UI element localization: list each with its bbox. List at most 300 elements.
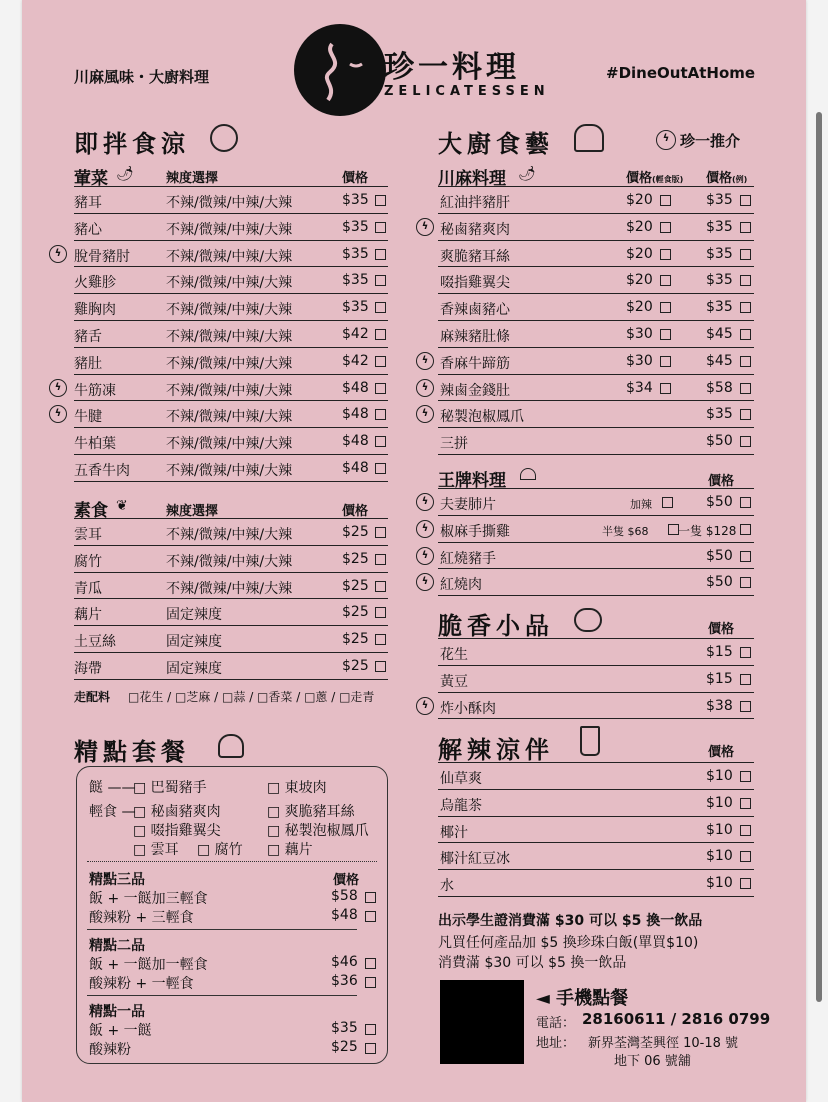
chili-icon: 🌶 [116,166,134,182]
checkbox[interactable] [375,607,386,618]
menu-row[interactable] [74,455,388,482]
col-reg-label: 價格 [706,171,733,186]
menu-row[interactable] [438,187,754,214]
divider [87,929,357,930]
item-name: 火雞胗 [74,275,116,292]
item-name: 三拼 [440,436,468,453]
divider [87,861,377,862]
col-small-label: 價格 [626,171,653,186]
item-name: 麻辣豬肚條 [440,328,510,345]
item-name: 紅燒肉 [440,577,482,594]
checkbox[interactable] [740,851,751,862]
checkbox[interactable] [375,302,386,313]
meat-col-spice: 辣度選擇 [166,171,219,186]
checkbox[interactable] [365,1043,376,1054]
snacks-title: 脆香小品 [438,612,554,640]
set-light-6[interactable]: □ 腐竹 [197,842,243,858]
checkbox[interactable] [365,911,376,922]
set-option: 飯 + 一餸加三輕食 [89,891,208,907]
leaf-icon: ❦ [116,498,128,514]
meat-list [54,186,388,482]
menu-row[interactable] [74,519,388,546]
drinks-title: 解辣涼伴 [438,736,554,764]
menu-row[interactable] [74,187,388,214]
divider [87,995,357,996]
menu-row[interactable] [74,214,388,241]
item-price: $10 [706,848,733,865]
logo-subtitle: ZELICATESSEN [384,84,550,99]
checkbox[interactable] [365,1024,376,1035]
item-price: $50 [706,547,733,564]
recommend-icon: ϟ [416,352,434,370]
item-price: $42 [342,325,369,342]
small-price: $30 [626,325,653,342]
item-name: 秘製泡椒鳳爪 [440,409,524,426]
spice-options[interactable]: 不辣/微辣/中辣/大辣 [166,195,293,211]
menu-row[interactable] [74,348,388,375]
menu-row[interactable] [438,843,754,870]
regular-price: $35 [706,299,733,316]
menu-row[interactable] [438,267,754,294]
scrollbar[interactable] [816,112,822,1002]
item-price: $50 [706,574,733,591]
checkbox[interactable] [740,577,751,588]
checkbox[interactable] [375,329,386,340]
item-name: 藕片 [74,607,102,624]
item-name: 牛腱 [74,409,102,426]
address-label: 地址： [536,1036,576,1051]
menu-row[interactable] [438,294,754,321]
item-name: 豬心 [74,221,102,238]
item-name: 椰汁 [440,824,468,841]
spice-options[interactable]: 不辣/微辣/中辣/大辣 [166,462,293,479]
recommend-icon: ϟ [656,130,676,150]
checkbox[interactable] [375,356,386,367]
item-price: $50 [706,494,733,510]
menu-row[interactable] [74,653,388,680]
menu-row[interactable] [74,294,388,321]
checkbox[interactable] [375,222,386,233]
snacks-col-price: 價格 [708,622,735,637]
checkbox[interactable] [740,302,751,313]
item-price: $25 [342,550,369,567]
item-name: 牛筋凍 [74,382,116,399]
menu-page [22,0,806,1102]
checkbox[interactable] [740,409,751,420]
item-name: 香辣鹵豬心 [440,302,510,319]
drinks-list [438,762,754,897]
item-name: 腐竹 [74,553,102,570]
checkbox[interactable] [375,195,386,206]
spice-options[interactable]: 固定辣度 [166,660,222,677]
item-name: 水 [440,878,454,895]
col-reg-note: (例) [732,175,748,184]
item-name: 五香牛肉 [74,462,130,479]
menu-row[interactable] [438,790,754,817]
separator: / [245,690,258,704]
item-name: 秘鹵豬爽肉 [440,221,510,238]
item-name: 紅燒豬手 [440,550,496,567]
checkbox[interactable] [740,497,751,508]
sichuan-title: 川麻料理 [438,169,506,189]
spice-options[interactable]: 不辣/微辣/中辣/大辣 [166,221,293,238]
checkbox[interactable] [740,551,751,562]
cold-dishes-title: 即拌食涼 [74,130,190,158]
item-name: 紅油拌豬肝 [440,195,510,211]
item-price: $48 [342,406,369,423]
checkbox[interactable] [365,958,376,969]
item-name: 夫妻肺片 [440,497,496,513]
menu-row[interactable] [54,241,388,268]
menu-row[interactable] [74,321,388,348]
checkbox[interactable] [365,977,376,988]
recommend-label: 珍一推介 [680,132,741,150]
item-name: 香麻牛蹄筋 [440,355,510,372]
signature-col-price: 價格 [708,474,735,489]
menu-row[interactable] [438,428,754,455]
recommend-icon: ϟ [416,547,434,565]
checkbox[interactable] [375,527,386,538]
checkbox[interactable] [375,249,386,260]
item-option: 加辣 [630,498,652,511]
menu-row[interactable] [421,214,754,241]
item-name: 海帶 [74,660,102,677]
menu-row[interactable] [438,241,754,268]
checkbox[interactable] [365,892,376,903]
item-option: 半隻 $68 [602,524,649,538]
checkbox[interactable] [660,249,671,260]
set-light-1[interactable]: □ 秘鹵豬爽肉 [133,804,221,820]
recommend-icon: ϟ [416,379,434,397]
item-name: 啜指雞翼尖 [440,275,510,292]
signature-list [421,488,754,596]
menu-row[interactable] [438,763,754,790]
item-name: 青瓜 [74,580,102,597]
main-label: 餸 —— [89,780,136,796]
menu-row[interactable] [74,599,388,626]
item-price: 一隻 $128 [678,523,737,538]
menu-row[interactable] [54,375,388,402]
regular-price: $35 [706,218,733,235]
item-price: $25 [342,604,369,621]
recommend-icon: ϟ [416,573,434,591]
checkbox[interactable] [740,771,751,782]
regular-price: $35 [706,272,733,289]
checkbox[interactable] [740,222,751,233]
menu-row[interactable] [438,666,754,693]
promo-3: 消費滿 $30 可以 $5 換一飲品 [438,955,627,971]
checkbox[interactable] [375,436,386,447]
logo-icon [294,24,386,116]
cloche-icon [520,468,536,480]
item-price: $10 [706,821,733,838]
chef-title: 大廚食藝 [438,130,554,158]
col-small-note: (輕食版) [652,175,684,184]
regular-price: $35 [706,245,733,262]
checkbox[interactable] [660,195,671,206]
item-name: 爽脆豬耳絲 [440,248,510,265]
set-price: $58 [331,888,358,904]
recommend-icon: ϟ [416,493,434,511]
item-name: 雲耳 [74,527,102,543]
menu-row[interactable] [438,817,754,844]
spice-options[interactable]: 不辣/微辣/中辣/大辣 [166,580,293,597]
item-name: 椒麻手撕雞 [440,523,510,540]
phone-number[interactable]: 28160611 / 2816 0799 [582,1010,771,1028]
item-price: $35 [342,245,369,262]
item-name: 脫骨豬肘 [74,248,130,265]
checkbox[interactable] [660,383,671,394]
checkbox[interactable] [375,409,386,420]
snacks-list [421,638,754,719]
set-option: 酸辣粉 + 三輕食 [89,910,194,926]
menu-row[interactable] [421,401,754,428]
separator: / [327,690,340,704]
checkbox[interactable] [375,661,386,672]
condiment-option[interactable]: □蔥 [304,690,328,704]
item-name: 烏龍茶 [440,797,482,814]
checkbox[interactable] [740,878,751,889]
set-price: $48 [331,907,358,923]
checkbox[interactable] [740,524,751,535]
checkbox[interactable] [375,383,386,394]
item-name: 仙草爽 [440,771,482,787]
item-price: $48 [342,433,369,450]
set-light-2[interactable]: □ 爽脆豬耳絲 [267,804,355,820]
veg-section-title: 素食 [74,501,108,521]
condiment-option[interactable]: □香菜 [257,690,293,704]
sichuan-list [421,186,754,455]
checkbox[interactable] [375,581,386,592]
set-option: 飯 + 一餸加一輕食 [89,957,208,973]
set-price: $46 [331,954,358,970]
item-name: 椰汁紅豆冰 [440,851,510,868]
condiment-option[interactable]: □蒜 [222,690,246,704]
item-price: $25 [342,657,369,674]
set-option: 飯 + 一餸 [89,1023,152,1039]
spice-options[interactable]: 不辣/微辣/中辣/大辣 [166,302,293,319]
menu-row[interactable] [421,569,754,596]
set-group-title: 精點一品 [89,1004,145,1020]
spice-options[interactable]: 固定辣度 [166,634,222,651]
checkbox[interactable] [740,825,751,836]
drinks-col-price: 價格 [708,745,735,760]
regular-price: $45 [706,325,733,342]
peanut-icon [574,608,602,632]
hashtag: #DineOutAtHome [606,64,756,82]
meat-section-title: 葷菜 [74,169,108,189]
checkbox[interactable] [740,249,751,260]
checkbox[interactable] [740,647,751,658]
set-price: $25 [331,1039,358,1055]
item-name: 黃豆 [440,673,468,690]
item-name: 花生 [440,647,468,663]
sets-col-price: 價格 [333,873,360,888]
menu-row[interactable] [421,543,754,570]
checkbox[interactable] [660,222,671,233]
small-price: $20 [626,272,653,289]
checkbox[interactable] [740,275,751,286]
spice-options[interactable]: 不辣/微辣/中辣/大辣 [166,527,293,543]
item-name: 豬耳 [74,195,102,211]
condiment-option[interactable]: □走青 [339,690,375,704]
checkbox[interactable] [662,497,673,508]
set-group-title: 精點二品 [89,938,145,954]
menu-row[interactable] [54,401,388,428]
checkbox[interactable] [660,275,671,286]
regular-price: $45 [706,352,733,369]
checkbox[interactable] [375,463,386,474]
checkbox[interactable] [660,356,671,367]
item-price: $10 [706,794,733,811]
condiment-option[interactable]: □花生 [128,690,164,704]
recommend-icon: ϟ [416,697,434,715]
set-light-5[interactable]: □ 雲耳 [133,842,179,858]
recommend-icon: ϟ [416,520,434,538]
set-price: $35 [331,1020,358,1036]
set-option: 酸辣粉 [89,1042,131,1058]
item-name: 牛柏葉 [74,436,116,453]
regular-price: $50 [706,433,733,450]
address-line-1: 新界荃灣荃興徑 10-18 號 [588,1036,739,1051]
item-price: $35 [342,192,369,208]
checkbox[interactable] [660,329,671,340]
drink-cup-icon [580,726,600,756]
sichuan-col-reg [706,167,747,186]
small-price: $30 [626,352,653,369]
spice-options[interactable]: 不辣/微辣/中辣/大辣 [166,409,293,426]
separator: / [292,690,305,704]
menu-row[interactable] [421,489,754,516]
spice-options[interactable]: 不辣/微辣/中辣/大辣 [166,436,293,453]
item-price: $25 [342,577,369,594]
sets-box [76,766,388,1064]
item-name: 土豆絲 [74,634,116,651]
recommend-icon: ϟ [416,405,434,423]
menu-row[interactable] [421,693,754,720]
checkbox[interactable] [740,195,751,206]
rice-bowl-icon [218,734,244,758]
set-price: $36 [331,973,358,989]
recommend-icon: ϟ [49,405,67,423]
set-group-title: 精點三品 [89,872,145,888]
set-light-7[interactable]: □ 藕片 [267,842,313,858]
menu-row[interactable] [421,375,754,402]
item-price: $10 [706,875,733,892]
checkbox[interactable] [375,554,386,565]
chef-hat-icon [574,124,604,152]
checkbox[interactable] [740,356,751,367]
item-price: $42 [342,352,369,369]
condiments-label: 走配料 [74,690,111,704]
menu-row[interactable] [74,573,388,600]
checkbox[interactable] [740,674,751,685]
menu-row[interactable] [74,267,388,294]
recommend-icon: ϟ [49,245,67,263]
menu-row[interactable] [421,348,754,375]
set-main-2[interactable]: □ 東坡肉 [267,780,327,796]
set-light-4[interactable]: □ 秘製泡椒鳳爪 [267,823,369,839]
bowl-icon [210,124,238,152]
menu-row[interactable] [438,639,754,666]
set-option: 酸辣粉 + 一輕食 [89,976,194,992]
item-price: $48 [342,379,369,396]
spice-options[interactable]: 不辣/微辣/中辣/大辣 [166,328,293,345]
regular-price: $35 [706,192,733,208]
item-price: $35 [342,218,369,235]
mobile-order-label[interactable]: ◄ 手機點餐 [536,988,629,1009]
checkbox[interactable] [740,436,751,447]
menu-row[interactable] [438,321,754,348]
spice-options[interactable]: 不辣/微辣/中辣/大辣 [166,553,293,570]
item-name: 炸小酥肉 [440,700,496,717]
small-price: $20 [626,299,653,316]
checkbox[interactable] [740,329,751,340]
item-price: $35 [342,299,369,316]
header-tagline: 川麻風味・大廚料理 [74,68,210,86]
spice-options[interactable]: 不辣/微辣/中辣/大辣 [166,382,293,399]
spice-options[interactable]: 不辣/微辣/中辣/大辣 [166,248,293,265]
item-name: 豬肚 [74,355,102,372]
item-price: $48 [342,459,369,476]
veg-list [74,518,388,680]
item-name: 雞胸肉 [74,302,116,319]
signature-title: 王牌料理 [438,471,506,491]
menu-row[interactable] [421,516,754,543]
meat-col-price: 價格 [342,171,369,186]
item-price: $38 [706,697,733,714]
separator: / [210,690,223,704]
menu-row[interactable] [438,870,754,897]
spice-options[interactable]: 不辣/微辣/中辣/大辣 [166,355,293,372]
checkbox[interactable] [375,634,386,645]
address-line-2: 地下 06 號舖 [614,1054,691,1069]
menu-row[interactable] [74,546,388,573]
condiment-option[interactable]: □芝麻 [175,690,211,704]
item-price: $25 [342,631,369,648]
checkbox[interactable] [375,275,386,286]
chili-icon: 🌶 [518,166,536,182]
recommend-icon: ϟ [49,379,67,397]
checkbox[interactable] [740,701,751,712]
recommend-icon: ϟ [416,218,434,236]
item-name: 豬舌 [74,328,102,345]
item-price: $15 [706,670,733,687]
logo-title: 珍一料理 [384,50,520,85]
small-price: $20 [626,245,653,262]
promo-2: 凡買任何產品加 $5 換珍珠白飯(單買$10) [438,935,699,951]
checkbox[interactable] [660,302,671,313]
set-main-1[interactable]: □ 巴蜀豬手 [133,780,207,796]
small-price: $20 [626,218,653,235]
sichuan-col-small [626,167,683,186]
checkbox[interactable] [740,798,751,809]
spice-options[interactable]: 固定辣度 [166,607,222,624]
spice-options[interactable]: 不辣/微辣/中辣/大辣 [166,275,293,292]
regular-price: $35 [706,406,733,423]
set-light-3[interactable]: □ 啜指雞翼尖 [133,823,221,839]
checkbox[interactable] [740,383,751,394]
item-price: $15 [706,644,733,660]
menu-row[interactable] [74,626,388,653]
item-price: $35 [342,272,369,289]
regular-price: $58 [706,379,733,396]
menu-row[interactable] [74,428,388,455]
qr-code[interactable] [440,980,524,1064]
item-price: $10 [706,768,733,784]
light-label: 輕食 — [89,804,136,820]
phone-label: 電話： [536,1016,576,1031]
